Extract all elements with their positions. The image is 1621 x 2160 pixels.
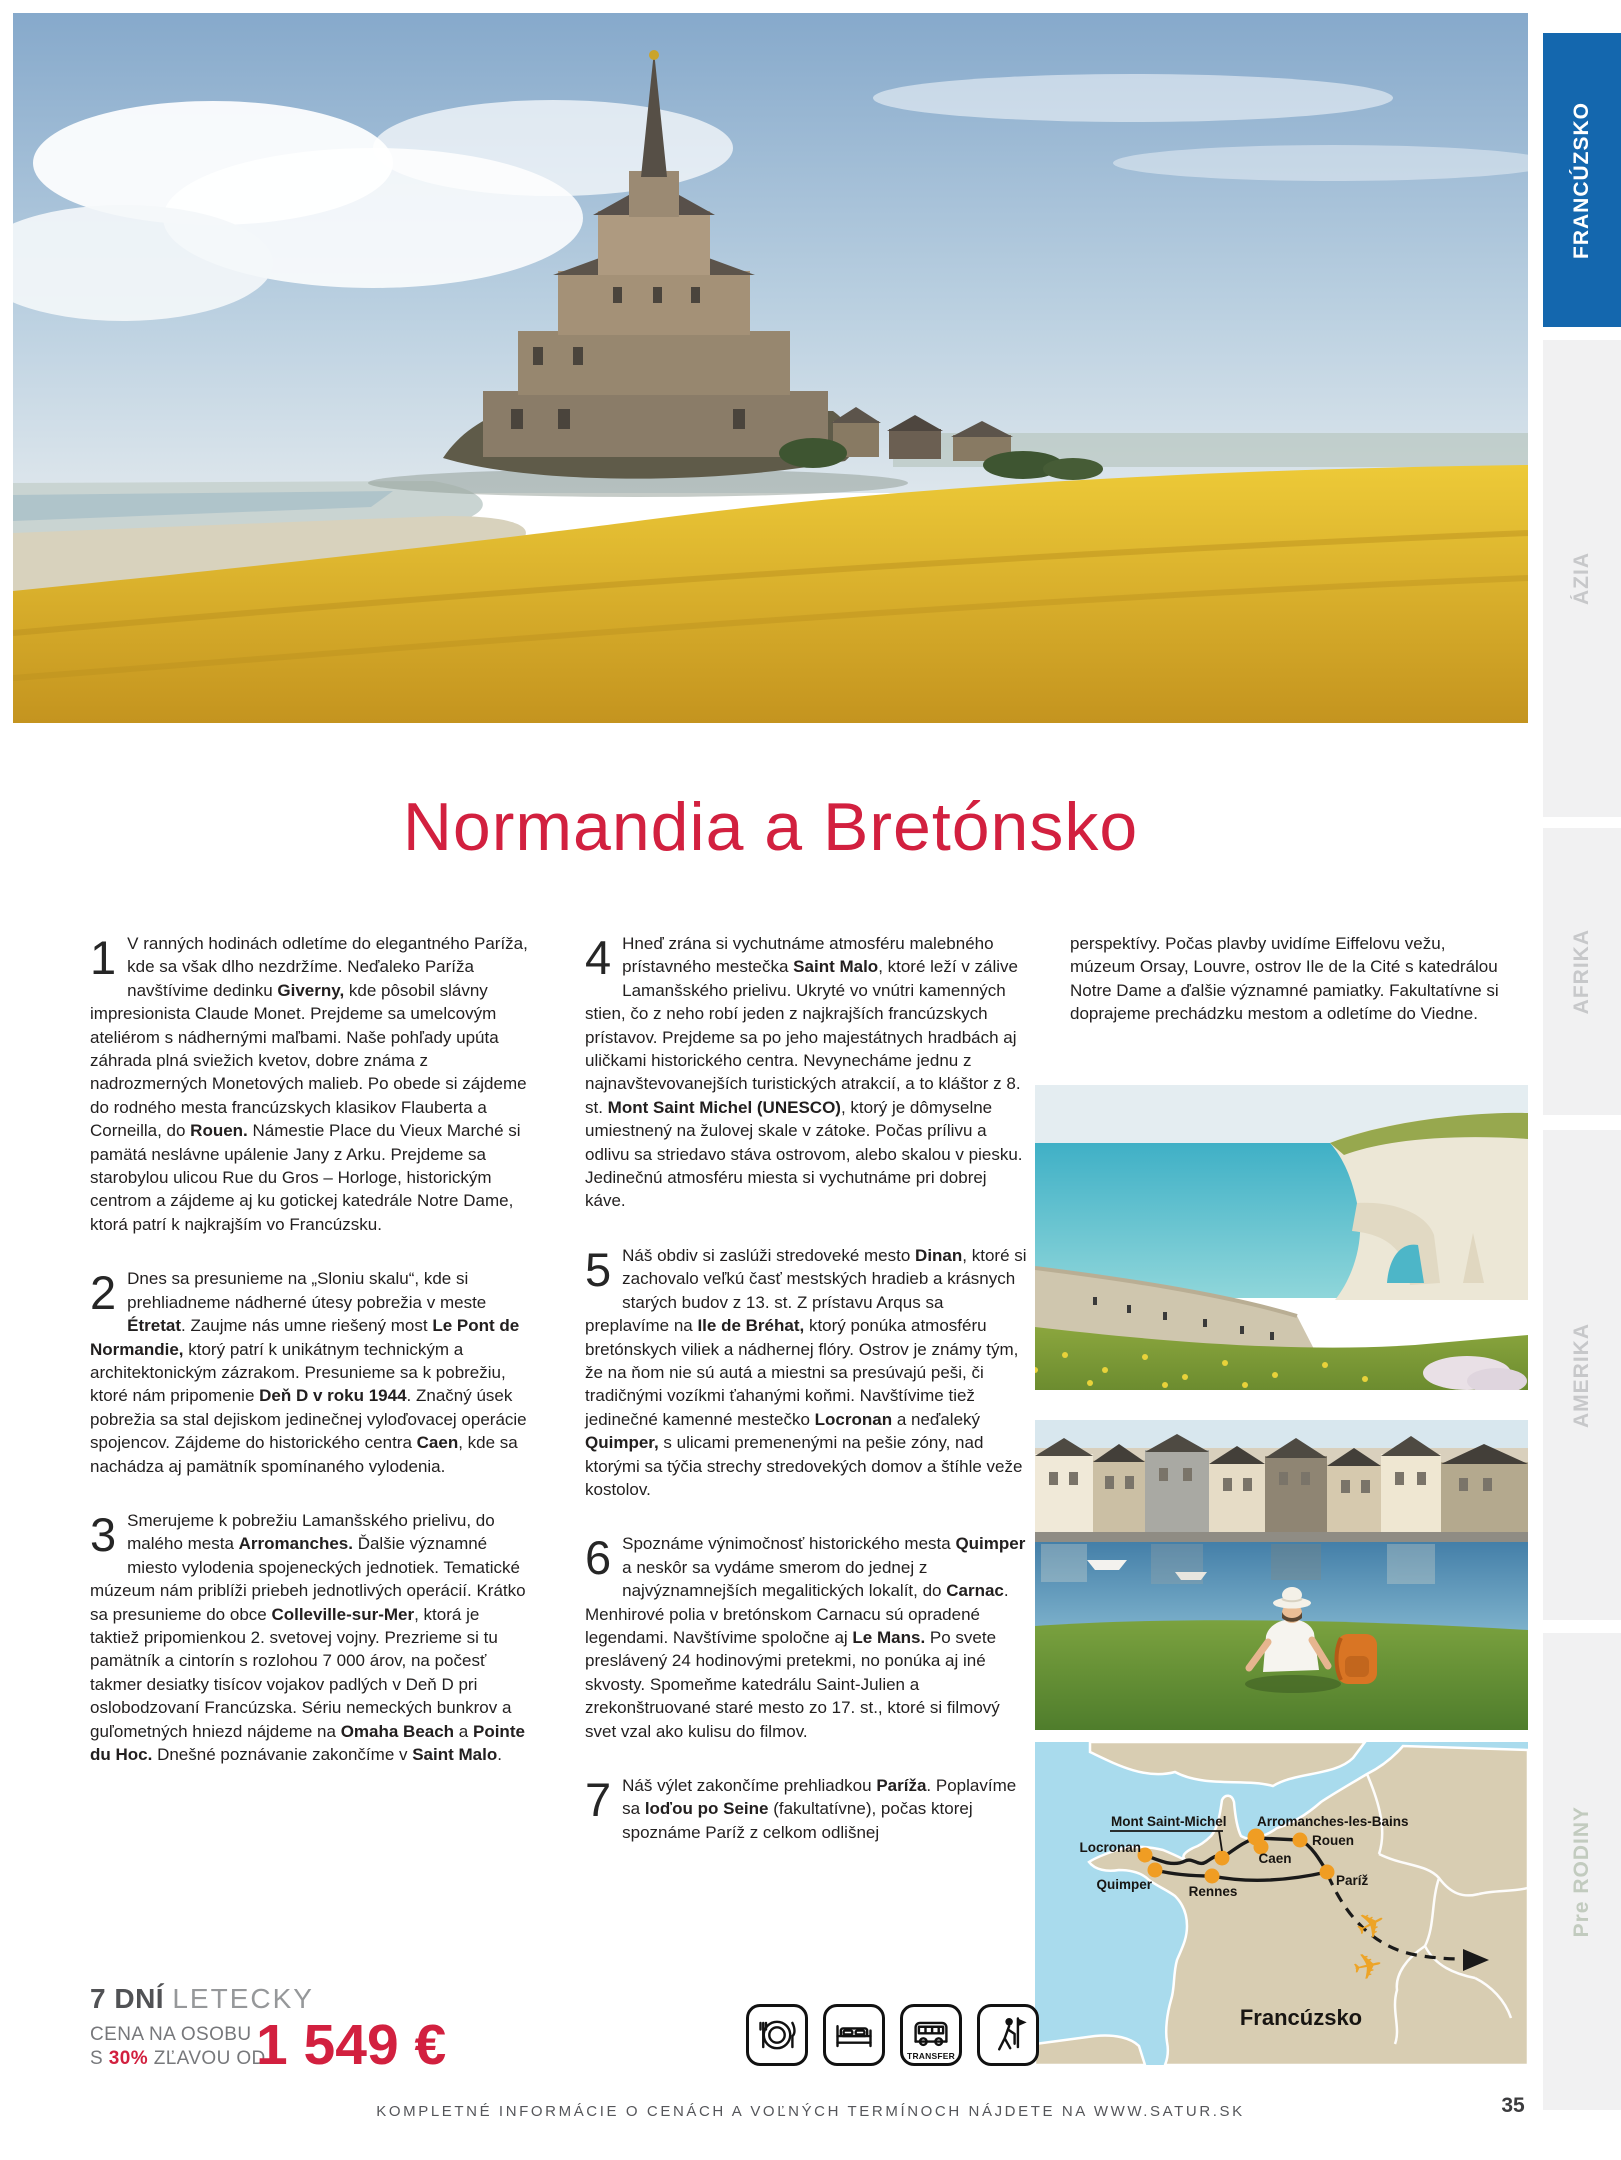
duration-mode: LETECKY	[172, 1983, 314, 2014]
airplane-icon: ✈	[1348, 1899, 1395, 1950]
meals-icon	[746, 2004, 808, 2066]
map-illustration	[1035, 1742, 1528, 2065]
sidebar-tab-afrika[interactable]	[1543, 828, 1621, 1115]
hiking-icon	[977, 2004, 1039, 2066]
accommodation-icon	[823, 2004, 885, 2066]
itinerary-column-1	[90, 932, 532, 1797]
sidebar-tab-amerika[interactable]	[1543, 1130, 1621, 1620]
itinerary-column-3	[1070, 932, 1510, 1057]
route-map-france	[1035, 1742, 1528, 2065]
day-paragraph: 3 Smerujeme k pobrežiu Lamanšského prielivu, do malého mesta Arromanches. Ďalšie významné miesto vylodenia spojeneckých jednotiek. Tematické múzeum nám priblíži priebeh jednotlivých operácií. Krátko sa presunieme do obce Colleville-sur-Mer, ktorá je taktiež pripomienkou 2. svetovej vojny. Prezrieme si tu pamätník a cintorín s rozlohou 7 000 árov, na počesť takmer desiatky tisícov vojakov padlých v Deň D pri oslobodzovaní Francúzska. Sériu nemeckých bunkrov a guľometných hniezd nájdeme na Omaha Beach a Pointe du Hoc. Dnešné poznávanie zakončíme v Saint Malo.	[90, 1507, 526, 1764]
price-caption-line2	[90, 2048, 266, 2070]
itinerary-column-2	[585, 932, 1027, 1875]
footer-note: KOMPLETNÉ INFORMÁCIE O CENÁCH A VOĽNÝCH TERMÍNOCH NÁJDETE NA WWW.SATUR.SK	[376, 2103, 1245, 2120]
etretat-illustration	[1035, 1085, 1528, 1390]
map-label-quimper: Quimper	[1096, 1877, 1152, 1892]
service-icons-row	[746, 2004, 1039, 2066]
harbour-illustration	[1035, 1420, 1528, 1730]
sidebar-tab-label: Pre RODINY	[1570, 1805, 1593, 1938]
sidebar-tab-francuzsko[interactable]	[1543, 33, 1621, 327]
sidebar-tab-label: FRANCÚZSKO	[1570, 101, 1593, 259]
airplane-icon: ✈	[1348, 1943, 1387, 1990]
map-label-caen: Caen	[1258, 1851, 1292, 1866]
day-paragraph: 2 Dnes sa presunieme na „Sloniu skalu“, kde si prehliadneme nádherné útesy pobrežia v meste Étretat. Zaujme nás umne riešený most Le Pont de Normandie, ktorý patrí k unikátnym technickým a architektonickým zázrakom. Presunieme sa k pobrežiu, ktoré nám pripomenie Deň D v roku 1944. Značný úsek pobrežia sa stal dejiskom jedinečnej vyloďovacej operácie spojencov. Zájdeme do historického centra Caen, kde sa nachádza aj pamätník spomínaného vylodenia.	[90, 1266, 527, 1476]
map-label-country: Francúzsko	[1239, 2005, 1363, 2030]
map-label-locronan: Locronan	[1079, 1840, 1141, 1855]
price-value: 1 549 €	[256, 2013, 447, 2077]
day-paragraph: 4 Hneď zrána si vychutnáme atmosféru malebného prístavného mestečka Saint Malo, ktoré leží v zálive Lamanšského prielivu. Ukryté vo vnútri kamenných stien, čo z neho robí jeden z najkrajších francúzskych prístavov. Prejdeme sa po jeho majestátnych hradbách aj uličkami historického centra. Nevynecháme jednu z najnavštevovanejších turistických atrakcií, a to kláštor z 8. st. Mont Saint Michel (UNESCO), ktorý je dômyselne umiestnený na žulovej skale v zátoke. Počas prílivu a odlivu sa striedavo stáva ostrovom, alebo skalou v piesku. Jedinečnú atmosféru miesta si vychutnáme pri dobrej káve.	[585, 931, 1023, 1211]
page-number: 35	[1501, 2094, 1525, 2117]
transfer-icon-label: TRANSFER	[907, 2051, 955, 2061]
hero-photo-illustration	[13, 13, 1528, 723]
map-label-rouen: Rouen	[1312, 1833, 1354, 1848]
transfer-icon	[900, 2004, 962, 2066]
sidebar-tab-pre-rodiny[interactable]	[1543, 1633, 1621, 2110]
hero-photo-mont-saint-michel	[13, 13, 1528, 723]
price-prefix: S	[90, 2048, 104, 2069]
photo-etretat-cliffs	[1035, 1085, 1528, 1390]
map-label-pariz: Paríž	[1336, 1873, 1369, 1888]
map-label-mont-saint-michel: Mont Saint-Michel	[1111, 1814, 1227, 1829]
map-label-rennes: Rennes	[1188, 1884, 1238, 1899]
duration-days: 7 DNÍ	[90, 1983, 165, 2014]
map-label-arromanches: Arromanches-les-Bains	[1257, 1814, 1409, 1829]
day-paragraph: 7 Náš výlet zakončíme prehliadkou Paríža. Poplavíme sa loďou po Seine (fakultatívne), počas ktorej spoznáme Paríž z celkom odlišnej	[585, 1773, 1017, 1842]
day-paragraph: 6 Spoznáme výnimočnosť historického mesta Quimper a neskôr sa vydáme smerom do jednej z najvýznamnejších megalitických lokalít, do Carnac. Menhirové polia v bretónskom Carnacu sú opradené legendami. Navštívime spoločne aj Le Mans. Po svete preslávený 24 hodinovými pretekmi, no ponúka aj iné skvosty. Spomeňme katedrálu Saint-Julien a zrekonštruované staré mesto zo 17. st., ktoré si filmový svet vzal ako kulisu do filmov.	[585, 1531, 1026, 1741]
sidebar-tab-azia[interactable]	[1543, 340, 1621, 817]
sidebar-tab-label: ÁZIA	[1570, 552, 1593, 605]
price-suffix: ZĽAVOU OD	[153, 2048, 266, 2069]
discount-percent: 30%	[108, 2048, 148, 2069]
sidebar-tab-label: AFRIKA	[1570, 928, 1593, 1015]
price-caption-line1: CENA NA OSOBU	[90, 2024, 252, 2045]
day-paragraph: 1 V ranných hodinách odletíme do elegantného Paríža, kde sa však dlho nezdržíme. Neďaleko Paríža navštívime dedinku Giverny, kde pôsobil slávny impresionista Claude Monet. Prejdeme sa umelcovým ateliérom s nádhernými maľbami. Naše pohľady upúta záhrada plná sviežich kvetov, dobre známa z nadrozmerných Monetových malieb. Po obede si zájdeme do rodného mesta francúzskych klasikov Flauberta a Corneilla, do Rouen. Námestie Place du Vieux Marché si pamätá neslávne upálenie Jany z Arku. Prejdeme sa starobylou ulicou Rue du Gros – Horloge, historickým centrom a zájdeme aj ku gotickej katedrále Notre Dame, ktorá patrí k najkrajším vo Francúzsku.	[90, 931, 528, 1234]
sidebar-tab-label: AMERIKA	[1570, 1322, 1593, 1428]
trip-duration	[90, 1983, 314, 2015]
photo-harbour-town	[1035, 1420, 1528, 1730]
page-title: Normandia a Bretónsko	[402, 789, 1139, 865]
day-paragraph-continuation: perspektívy. Počas plavby uvidíme Eiffelovu vežu, múzeum Orsay, Louvre, ostrov Ile de la Cité s katedrálou Notre Dame a ďalšie významné pamiatky. Fakultatívne si doprajeme prechádzku mestom a odletíme do Viedne.	[1070, 934, 1499, 1024]
day-paragraph: 5 Náš obdiv si zaslúži stredoveké mesto Dinan, ktoré si zachovalo veľkú časť mestských hradieb a krásnych starých budov z 13. st. Z prístavu Arqus sa preplavíme na Ile de Bréhat, ktorý ponúka atmosféru bretónskych viliek a nádhernej flóry. Ostrov je známy tým, že na ňom nie sú autá a miestni sa presúvajú peši, či tradičnými vozíkmi ťahanými koňmi. Navštívime tiež jedinečné kamenné mestečko Locronan a neďaleký Quimper, s ulicami premenenými na pešie zóny, nad ktorými sa týčia strechy stredovekých domov a štíhle veže kostolov.	[585, 1242, 1027, 1499]
